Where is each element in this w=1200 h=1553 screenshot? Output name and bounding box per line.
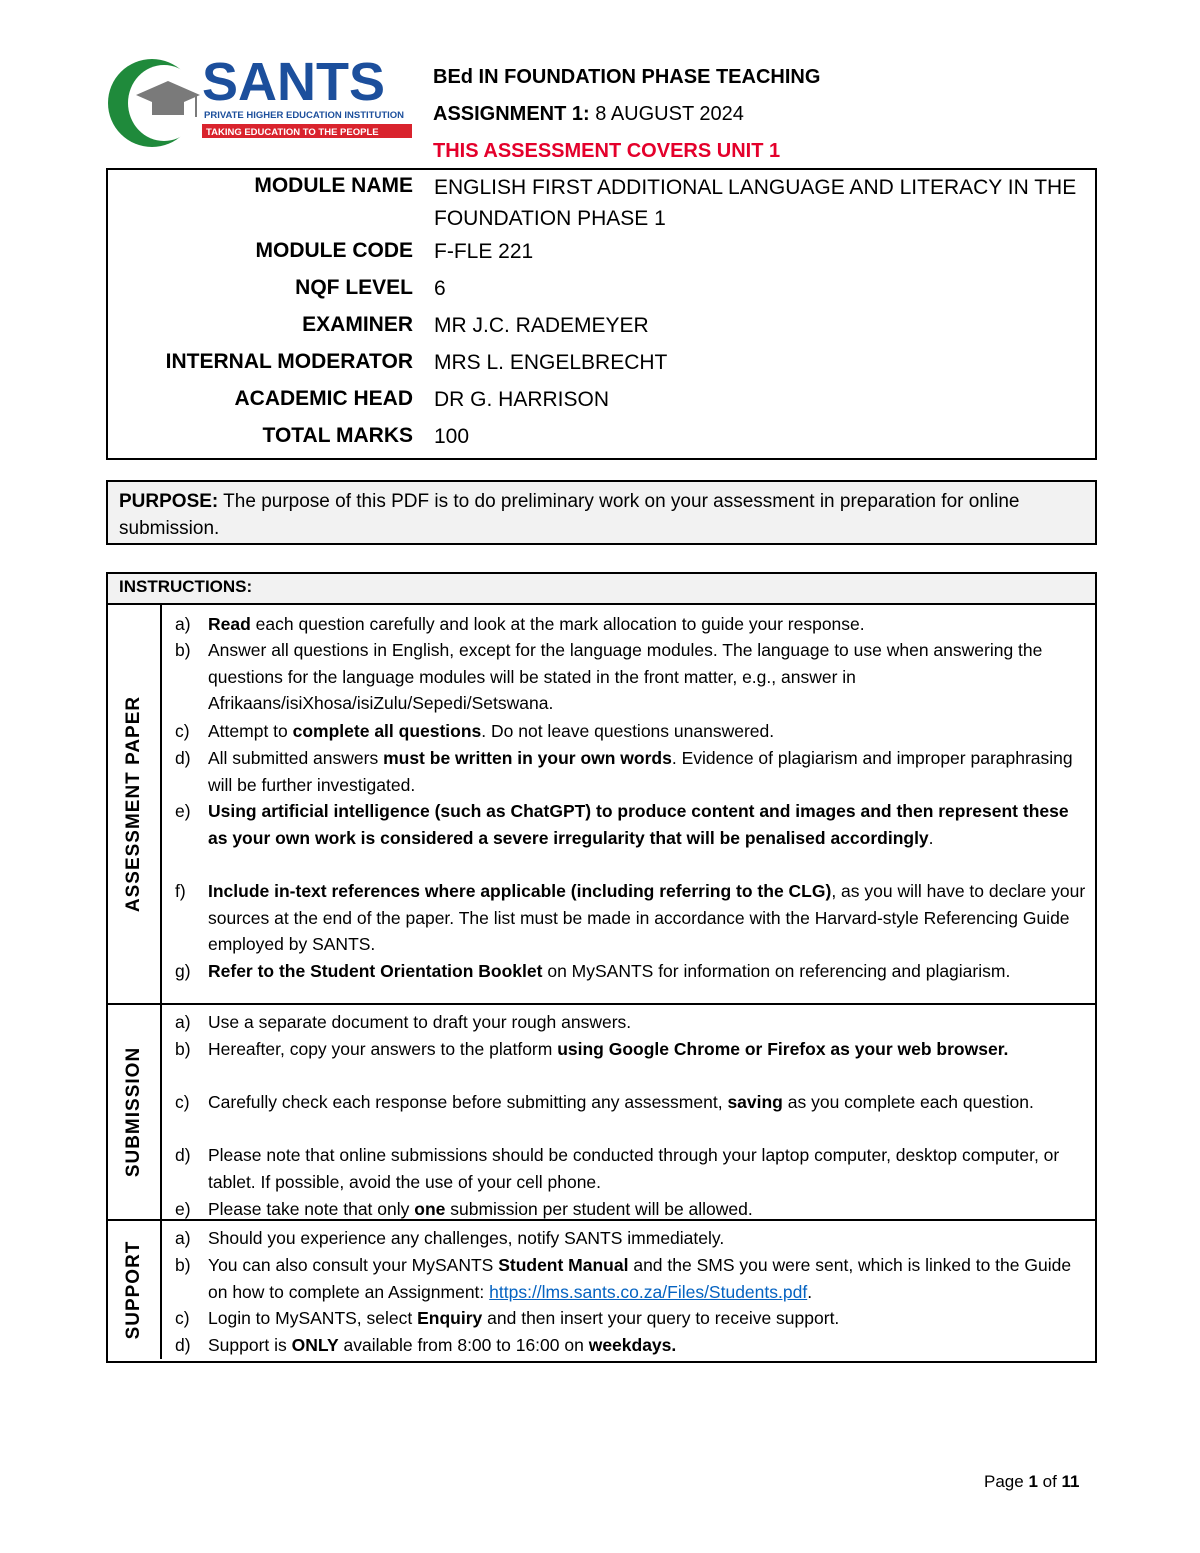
item-text-part: submission per student will be allowed. xyxy=(445,1199,753,1219)
assignment-label: ASSIGNMENT 1: xyxy=(433,103,590,125)
item-letter: c) xyxy=(175,1092,190,1112)
item-text xyxy=(208,611,1088,638)
item-text-part: Answer all questions in English, except for the language modules. The language to use when answering the questions for the language modules will be stated in the front matter, e.g., answer in Afrikaans/isiXhosa/isiZulu/Sepedi/Setswana. xyxy=(208,640,1043,713)
nqf-level-value: 6 xyxy=(434,277,446,300)
item-text-part: Support is xyxy=(208,1335,292,1355)
item-text-part: . xyxy=(928,827,934,848)
item-text xyxy=(208,1009,1088,1036)
moderator-label: INTERNAL MODERATOR xyxy=(165,350,413,373)
item-text-part: Use a separate document to draft your rough answers. xyxy=(208,1012,632,1032)
section-label-cell xyxy=(108,1005,162,1219)
sants-logo xyxy=(106,55,416,155)
item-letter: c) xyxy=(175,721,190,741)
item-text-part: Should you experience any challenges, notify SANTS immediately. xyxy=(208,1228,725,1248)
item-text xyxy=(208,1332,1088,1359)
purpose-body: The purpose of this PDF is to do preliminary work on your assessment in preparation for online submission. xyxy=(119,491,1020,539)
item-text xyxy=(208,1252,1088,1305)
logo-tagline-2: TAKING EDUCATION TO THE PEOPLE xyxy=(206,127,379,138)
item-text xyxy=(208,878,1088,958)
item-text xyxy=(208,1305,1088,1332)
item-text-part: All submitted answers xyxy=(208,748,384,768)
item-text-part: each question carefully and look at the mark allocation to guide your response. xyxy=(250,614,865,634)
examiner-label: EXAMINER xyxy=(302,313,413,336)
item-letter: b) xyxy=(175,1255,191,1275)
page-current: 1 xyxy=(1028,1472,1038,1491)
nqf-level-label: NQF LEVEL xyxy=(295,276,413,299)
module-name-value: ENGLISH FIRST ADDITIONAL LANGUAGE AND LITERACY IN THE FOUNDATION PHASE 1 xyxy=(434,176,1077,230)
section-label: SUBMISSION xyxy=(123,1046,144,1178)
item-letter: a) xyxy=(175,1012,191,1032)
instructions-heading: INSTRUCTIONS: xyxy=(119,577,253,596)
item-text xyxy=(208,798,1088,851)
item-text-part: available from 8:00 to 16:00 on xyxy=(338,1335,589,1355)
item-text-part: and the SMS you were sent, which is linked to the Guide on how to complete an Assignment: xyxy=(208,1255,1072,1302)
total-marks-label: TOTAL MARKS xyxy=(262,424,413,447)
academic-head-label: ACADEMIC HEAD xyxy=(234,387,413,410)
item-letter: a) xyxy=(175,1228,191,1248)
item-text-part: on MySANTS for information on referencing and plagiarism. xyxy=(542,961,1011,981)
module-code-value: F-FLE 221 xyxy=(434,240,534,263)
item-text-bold: using Google Chrome or Firefox as your web browser. xyxy=(557,1039,1009,1059)
item-text-part: . Do not leave questions unanswered. xyxy=(481,721,775,741)
item-text xyxy=(208,718,1088,745)
item-text-bold: saving xyxy=(727,1092,783,1112)
item-text-part: You can also consult your MySANTS xyxy=(208,1255,499,1275)
instruction-items xyxy=(162,1005,1095,1219)
page-word: Page xyxy=(984,1472,1029,1491)
item-letter: b) xyxy=(175,640,191,660)
item-text-bold: complete all questions xyxy=(292,721,482,741)
page-total: 11 xyxy=(1061,1472,1080,1491)
item-text-bold: Student Manual xyxy=(498,1255,629,1275)
assessment-paper-section xyxy=(108,605,1095,1005)
item-text-bold: one xyxy=(414,1199,446,1219)
item-letter: e) xyxy=(175,801,191,821)
item-text-part: Please take note that only xyxy=(208,1199,415,1219)
item-text xyxy=(208,958,1088,985)
item-text-part: Carefully check each response before submitting any assessment, xyxy=(208,1092,728,1112)
assignment-line xyxy=(433,96,820,133)
module-code-label: MODULE CODE xyxy=(255,239,413,262)
page-number xyxy=(984,1472,1080,1492)
item-text-part: and then insert your query to receive support. xyxy=(482,1308,840,1328)
section-label: SUPPORT xyxy=(123,1240,144,1340)
submission-section xyxy=(108,1005,1095,1221)
item-text-part: Hereafter, copy your answers to the platform xyxy=(208,1039,558,1059)
moderator-value: MRS L. ENGELBRECHT xyxy=(434,351,668,374)
instruction-items xyxy=(162,1221,1095,1359)
guide-link[interactable]: https://lms.sants.co.za/Files/Students.pdf xyxy=(489,1281,808,1302)
item-text-bold: weekdays. xyxy=(588,1335,677,1355)
module-info-box xyxy=(106,168,1097,460)
item-letter: b) xyxy=(175,1039,191,1059)
academic-head-value: DR G. HARRISON xyxy=(434,388,610,411)
item-text-part: Attempt to xyxy=(208,721,293,741)
item-letter: d) xyxy=(175,1335,191,1355)
item-text-part: Login to MySANTS, select xyxy=(208,1308,418,1328)
item-text xyxy=(208,1036,1088,1063)
logo-tagline-1: PRIVATE HIGHER EDUCATION INSTITUTION xyxy=(204,110,405,121)
examiner-value: MR J.C. RADEMEYER xyxy=(434,314,649,337)
total-marks-value: 100 xyxy=(434,425,470,448)
purpose-box xyxy=(106,480,1097,545)
item-text-part: . xyxy=(807,1281,813,1302)
item-text-bold: Enquiry xyxy=(417,1308,483,1328)
of-word: of xyxy=(1037,1472,1062,1491)
item-text xyxy=(208,1089,1088,1116)
item-text-bold: must be written in your own words xyxy=(383,748,672,768)
item-text xyxy=(208,1142,1088,1195)
document-header xyxy=(106,55,1096,165)
item-text-part: as you complete each question. xyxy=(782,1092,1034,1112)
item-letter: f) xyxy=(175,881,186,901)
item-text-part: . Evidence of plagiarism and improper paraphrasing will be further investigated. xyxy=(208,748,1073,795)
item-text-part: , as you will have to declare your sources at the end of the paper. The list must be made in accordance with the Harvard-style Referencing Guide employed by SANTS. xyxy=(208,881,1086,954)
instructions-table xyxy=(106,572,1097,1363)
item-letter: a) xyxy=(175,614,191,634)
item-text xyxy=(208,745,1088,798)
item-letter: d) xyxy=(175,748,191,768)
purpose-label: PURPOSE: xyxy=(119,491,219,512)
instructions-heading-row xyxy=(108,574,1095,605)
section-label: ASSESSMENT PAPER xyxy=(123,695,144,913)
item-text xyxy=(208,1225,1088,1252)
item-text xyxy=(208,1196,1088,1223)
item-letter: e) xyxy=(175,1199,191,1219)
item-text-part: Please note that online submissions should be conducted through your laptop computer, desktop computer, or tablet. If possible, avoid the use of your cell phone. xyxy=(208,1145,1060,1192)
item-text-bold: Read xyxy=(208,614,251,634)
assignment-date: 8 AUGUST 2024 xyxy=(589,103,744,125)
section-label-cell xyxy=(108,605,162,1003)
item-letter: g) xyxy=(175,961,191,981)
logo-brand: SANTS xyxy=(202,55,386,112)
section-label-cell xyxy=(108,1221,162,1359)
item-text-bold: Include in-text references where applicable (including referring to the CLG) xyxy=(208,881,832,901)
support-section xyxy=(108,1221,1095,1359)
item-letter: c) xyxy=(175,1308,190,1328)
item-text-bold: Refer to the Student Orientation Booklet xyxy=(208,961,543,981)
programme-title: BEd IN FOUNDATION PHASE TEACHING xyxy=(433,66,821,88)
item-text-bold: ONLY xyxy=(291,1335,339,1355)
module-name-label: MODULE NAME xyxy=(254,174,413,197)
coverage-note: THIS ASSESSMENT COVERS UNIT 1 xyxy=(433,140,781,162)
item-text-bold: Using artificial intelligence (such as ChatGPT) to produce content and images and then represent these as your own work is considered a severe irregularity that will be penalised accordingly xyxy=(208,801,1069,848)
instruction-items xyxy=(162,605,1095,1003)
item-letter: d) xyxy=(175,1145,191,1165)
purpose-text xyxy=(119,488,1087,542)
item-text xyxy=(208,637,1088,717)
